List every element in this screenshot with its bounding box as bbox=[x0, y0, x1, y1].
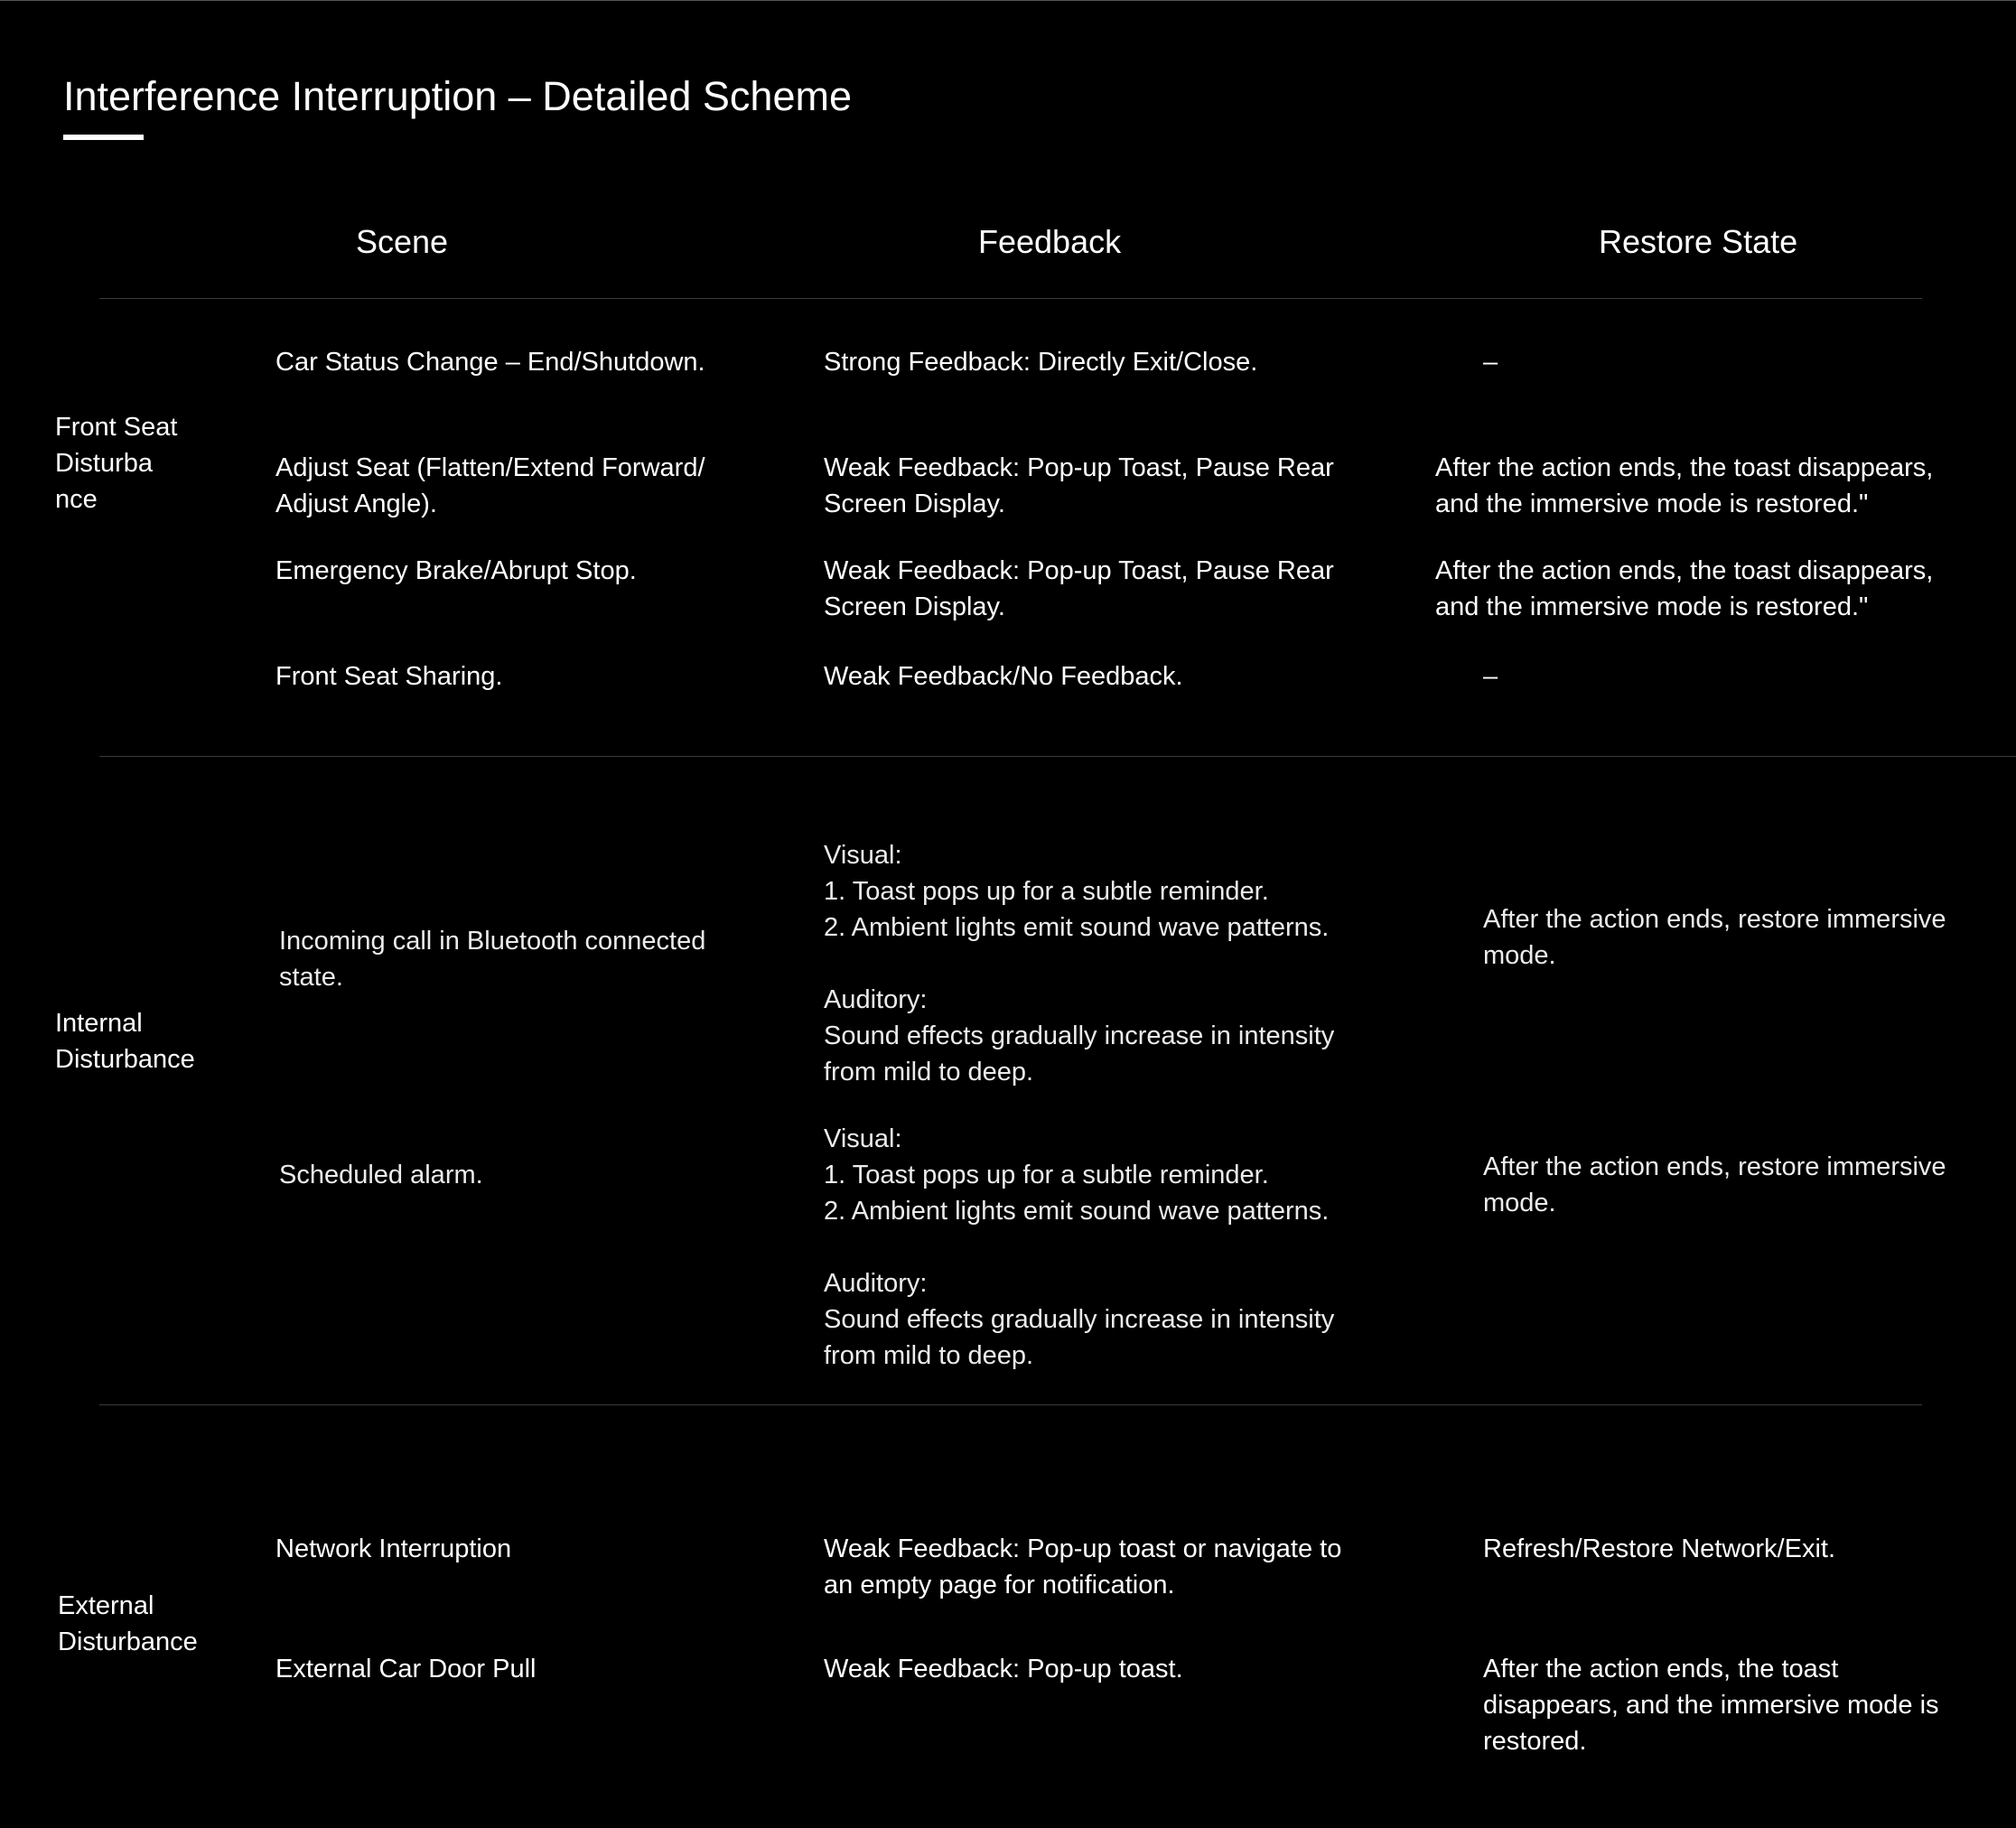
group-label-external: External Disturbance bbox=[58, 1591, 198, 1656]
title-underline bbox=[63, 135, 144, 140]
group-label-front-seat: Front Seat Disturba nce bbox=[55, 413, 178, 514]
column-header-feedback: Feedback bbox=[978, 223, 1122, 260]
scene-cell: Adjust Seat (Flatten/Extend Forward/ Adjust Angle). bbox=[275, 453, 705, 518]
feedback-cell: Weak Feedback: Pop-up Toast, Pause Rear Screen Display. bbox=[824, 453, 1334, 518]
section-divider bbox=[99, 1404, 1922, 1405]
restore-cell: After the action ends, the toast disappears, and the immersive mode is restored." bbox=[1435, 453, 1934, 518]
top-border bbox=[0, 0, 2016, 1]
page-title: Interference Interruption – Detailed Scheme bbox=[63, 73, 852, 119]
restore-cell: After the action ends, the toast disappears, and the immersive mode is restored." bbox=[1435, 556, 1934, 621]
scene-cell: Network Interruption bbox=[275, 1534, 512, 1563]
restore-cell: After the action ends, restore immersive mode. bbox=[1483, 905, 1946, 970]
feedback-cell: Visual: 1. Toast pops up for a subtle reminder. 2. Ambient lights emit sound wave patterns. Auditory: Sound effects gradually increase in intensity from mild to deep. bbox=[824, 1124, 1335, 1370]
feedback-cell: Weak Feedback/No Feedback. bbox=[824, 662, 1183, 691]
scene-cell: Scheduled alarm. bbox=[279, 1161, 483, 1189]
column-header-restore: Restore State bbox=[1599, 223, 1798, 260]
restore-cell: After the action ends, restore immersive mode. bbox=[1483, 1152, 1946, 1217]
feedback-cell: Strong Feedback: Directly Exit/Close. bbox=[824, 348, 1258, 377]
feedback-cell: Weak Feedback: Pop-up Toast, Pause Rear Screen Display. bbox=[824, 556, 1334, 621]
column-header-scene: Scene bbox=[356, 223, 449, 260]
feedback-cell: Weak Feedback: Pop-up toast. bbox=[824, 1655, 1183, 1683]
scene-cell: Car Status Change – End/Shutdown. bbox=[275, 348, 705, 377]
scene-cell: Emergency Brake/Abrupt Stop. bbox=[275, 556, 637, 585]
header-divider bbox=[99, 298, 1922, 299]
restore-cell: After the action ends, the toast disappears, and the immersive mode is restored. bbox=[1483, 1655, 1939, 1756]
feedback-cell: Visual: 1. Toast pops up for a subtle reminder. 2. Ambient lights emit sound wave patterns. Auditory: Sound effects gradually increase in intensity from mild to deep. bbox=[824, 841, 1335, 1087]
group-label-internal: Internal Disturbance bbox=[55, 1009, 195, 1074]
scene-cell: Incoming call in Bluetooth connected state. bbox=[279, 927, 706, 992]
scene-cell: External Car Door Pull bbox=[275, 1655, 537, 1683]
feedback-cell: Weak Feedback: Pop-up toast or navigate to an empty page for notification. bbox=[824, 1534, 1342, 1600]
section-divider bbox=[99, 756, 2016, 757]
restore-cell: – bbox=[1483, 348, 1498, 377]
restore-cell: Refresh/Restore Network/Exit. bbox=[1483, 1534, 1836, 1563]
restore-cell: – bbox=[1483, 662, 1498, 691]
scene-cell: Front Seat Sharing. bbox=[275, 662, 503, 691]
